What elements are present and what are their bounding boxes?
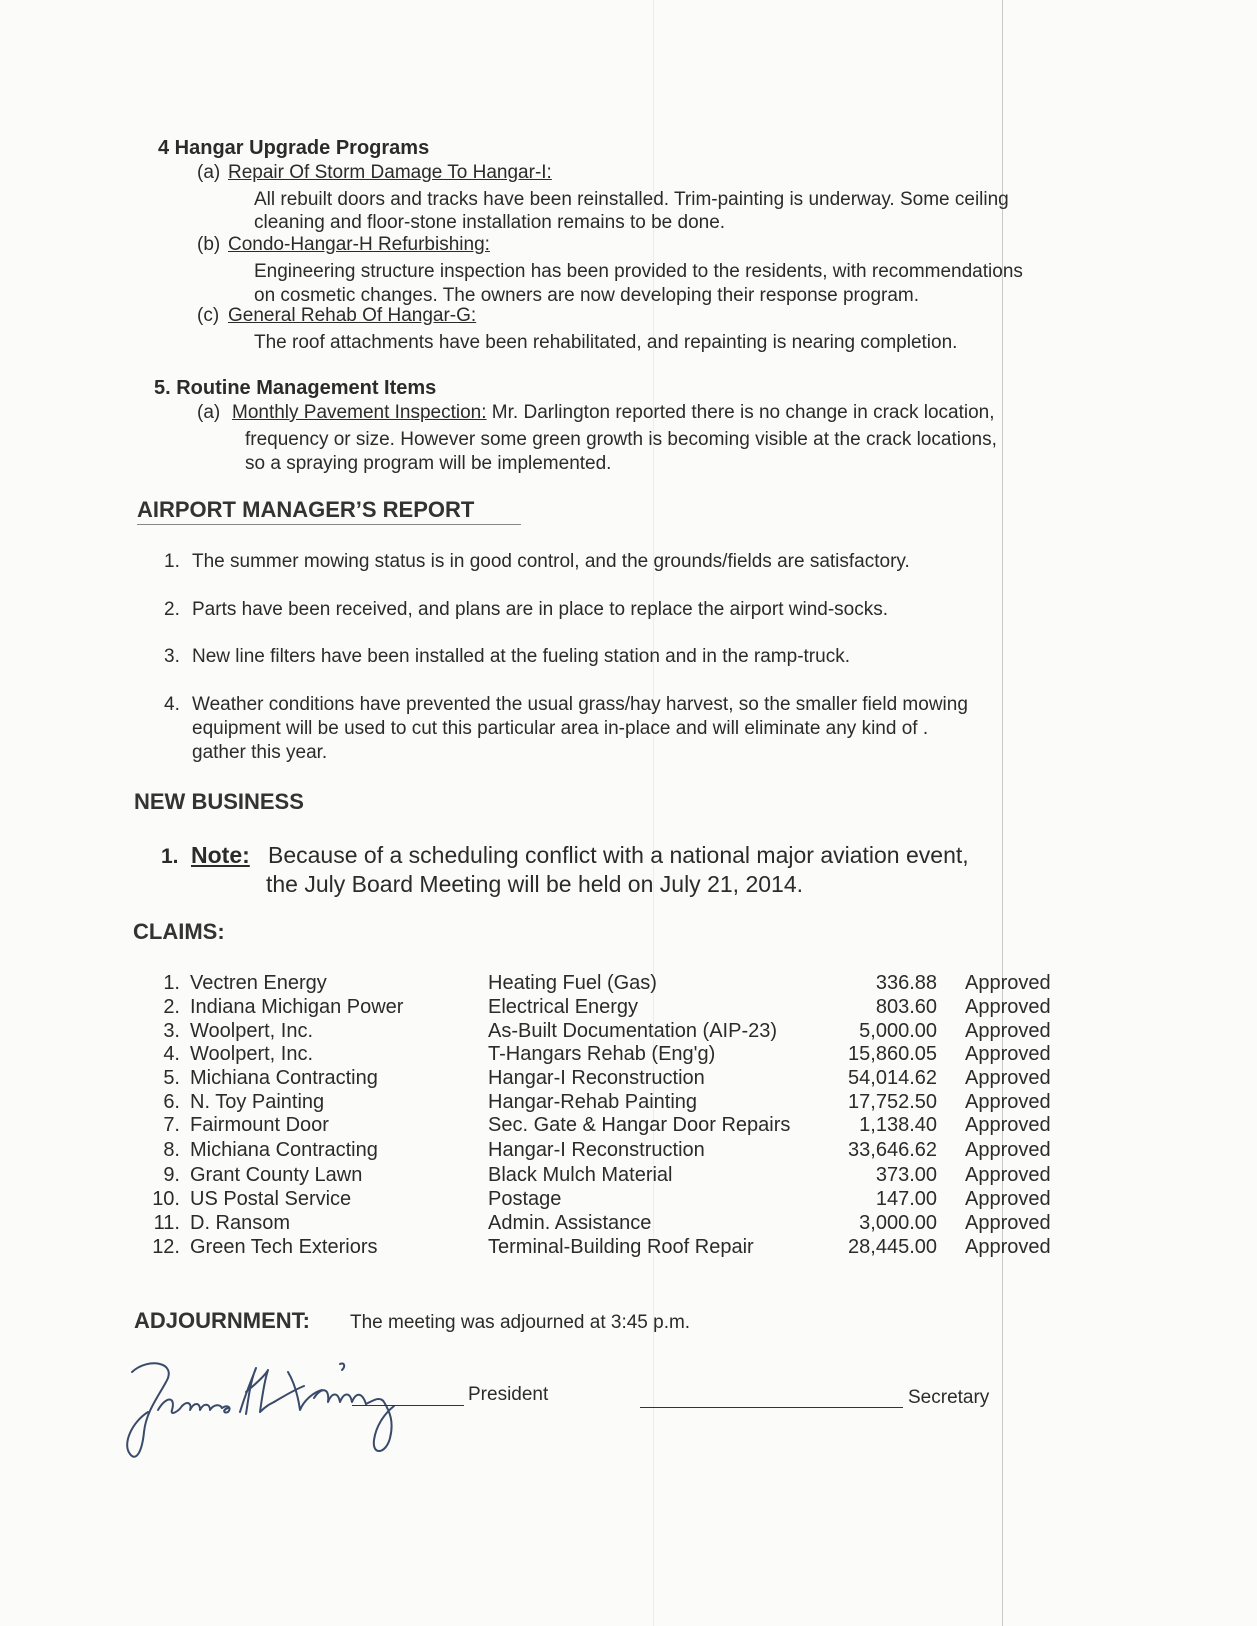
claim-status: Approved (965, 1188, 1051, 1210)
hangar-c-title: General Rehab Of Hangar-G: (228, 305, 477, 326)
claim-num: 6. (163, 1091, 180, 1113)
claim-amount: 5,000.00 (859, 1020, 937, 1042)
claim-amount: 373.00 (875, 1164, 937, 1186)
secretary-label: Secretary (908, 1387, 990, 1408)
claims-row (0, 1188, 1257, 1212)
claims-row (0, 996, 1257, 1020)
claim-status: Approved (965, 996, 1051, 1018)
hangar-a-line1: All rebuilt doors and tracks have been reinstalled. Trim-painting is underway. Some ceiling (254, 189, 1009, 210)
claim-num: 2. (163, 996, 180, 1018)
claim-vendor: US Postal Service (190, 1188, 352, 1210)
claim-amount: 15,860.05 (848, 1043, 937, 1065)
manager-item-2-text: Parts have been received, and plans are in place to replace the airport wind-socks. (192, 599, 889, 620)
claim-description: Sec. Gate & Hangar Door Repairs (488, 1114, 791, 1136)
routine-a-text (232, 402, 995, 424)
claim-amount: 803.60 (875, 996, 937, 1018)
routine-a-line3: so a spraying program will be implemented. (245, 453, 612, 474)
claim-status: Approved (965, 1043, 1051, 1065)
manager-item-3-text: New line filters have been installed at the fueling station and in the ramp-truck. (192, 646, 850, 667)
paper-fold-line (1002, 0, 1003, 1626)
claim-vendor: Grant County Lawn (190, 1164, 363, 1186)
claim-description: Hangar-I Reconstruction (488, 1139, 705, 1161)
claim-vendor: Indiana Michigan Power (190, 996, 404, 1018)
claim-description: As-Built Documentation (AIP-23) (488, 1020, 778, 1042)
hangar-a-label: (a) (197, 162, 221, 183)
claim-description: Hangar-Rehab Painting (488, 1091, 698, 1113)
manager-heading-rule (137, 524, 521, 525)
claim-vendor: Michiana Contracting (190, 1067, 378, 1089)
manager-item-4-line2: equipment will be used to cut this particular area in-place and will eliminate any kind of . (192, 718, 929, 739)
claims-row (0, 1164, 1257, 1188)
claim-description: T-Hangars Rehab (Eng'g) (488, 1043, 716, 1065)
claim-num: 11. (153, 1212, 180, 1234)
routine-a-line2: frequency or size. However some green growth is becoming visible at the crack locations, (245, 429, 997, 450)
claim-description: Terminal-Building Roof Repair (488, 1236, 754, 1258)
claim-amount: 336.88 (875, 972, 937, 994)
claim-num: 4. (163, 1043, 180, 1065)
claim-status: Approved (965, 1212, 1051, 1234)
claim-description: Black Mulch Material (488, 1164, 673, 1186)
adjournment-text: The meeting was adjourned at 3:45 p.m. (350, 1312, 691, 1333)
routine-a-line1: Mr. Darlington reported there is no change in crack location, (486, 402, 995, 423)
claims-row (0, 1236, 1257, 1260)
hangar-a-line2: cleaning and floor-stone installation remains to be done. (254, 212, 726, 233)
hangar-b-label: (b) (197, 234, 221, 255)
claim-status: Approved (965, 1139, 1051, 1161)
claims-row (0, 1114, 1257, 1138)
claim-status: Approved (965, 1236, 1051, 1258)
manager-item-1-text: The summer mowing status is in good control, and the grounds/fields are satisfactory. (192, 551, 910, 572)
claim-amount: 147.00 (875, 1188, 937, 1210)
claim-num: 5. (163, 1067, 180, 1089)
manager-item-2-num: 2. (164, 599, 180, 620)
claims-row (0, 1020, 1257, 1044)
routine-a-label: (a) (197, 402, 221, 423)
claim-status: Approved (965, 1020, 1051, 1042)
secretary-signature-line (640, 1407, 903, 1408)
manager-item-1-num: 1. (164, 551, 180, 572)
manager-heading: AIRPORT MANAGER’S REPORT (137, 497, 475, 522)
hangar-b-title: Condo-Hangar-H Refurbishing: (228, 234, 490, 255)
claim-amount: 1,138.40 (859, 1114, 937, 1136)
hangar-b-line2: on cosmetic changes. The owners are now developing their response program. (254, 285, 920, 306)
claims-row (0, 1043, 1257, 1067)
claim-vendor: Woolpert, Inc. (190, 1020, 314, 1042)
claims-row (0, 1091, 1257, 1115)
claim-num: 8. (163, 1139, 180, 1161)
claim-amount: 3,000.00 (859, 1212, 937, 1234)
claim-status: Approved (965, 972, 1051, 994)
claim-num: 12. (152, 1236, 180, 1258)
claim-num: 1. (163, 972, 180, 994)
claim-vendor: D. Ransom (190, 1212, 291, 1234)
manager-item-3-num: 3. (164, 646, 180, 667)
claim-num: 10. (152, 1188, 180, 1210)
president-label: President (468, 1384, 549, 1405)
claim-amount: 33,646.62 (848, 1139, 937, 1161)
claim-amount: 28,445.00 (848, 1236, 937, 1258)
hangar-b-line1: Engineering structure inspection has been provided to the residents, with recommendations (254, 261, 1023, 282)
claim-description: Electrical Energy (488, 996, 639, 1018)
claims-row (0, 1139, 1257, 1163)
new-business-heading: NEW BUSINESS (134, 789, 304, 814)
manager-item-4-num: 4. (164, 694, 180, 715)
manager-item-4-line1: Weather conditions have prevented the usual grass/hay harvest, so the smaller field mowing (192, 694, 968, 715)
claim-vendor: Woolpert, Inc. (190, 1043, 314, 1065)
new-business-num: 1. (161, 845, 179, 868)
claim-status: Approved (965, 1067, 1051, 1089)
claim-vendor: N. Toy Painting (190, 1091, 325, 1113)
claim-amount: 17,752.50 (848, 1091, 937, 1113)
note-line1: Because of a scheduling conflict with a national major aviation event, (268, 842, 969, 868)
hangar-a-title: Repair Of Storm Damage To Hangar-I: (228, 162, 552, 183)
hangar-heading: 4 Hangar Upgrade Programs (158, 137, 430, 159)
claims-row (0, 1212, 1257, 1236)
hangar-c-line1: The roof attachments have been rehabilitated, and repainting is nearing completion. (254, 332, 958, 353)
claims-row (0, 972, 1257, 996)
routine-heading: 5. Routine Management Items (154, 377, 437, 399)
president-signature-line (352, 1405, 464, 1406)
claim-status: Approved (965, 1091, 1051, 1113)
claim-vendor: Green Tech Exteriors (190, 1236, 378, 1258)
adjournment-label: ADJOURNMENT: (134, 1308, 310, 1333)
claim-vendor: Fairmount Door (190, 1114, 329, 1136)
routine-a-title: Monthly Pavement Inspection: (232, 402, 487, 423)
manager-item-4-line3: gather this year. (192, 742, 328, 763)
claim-vendor: Vectren Energy (190, 972, 327, 994)
claim-num: 3. (163, 1020, 180, 1042)
claims-heading: CLAIMS: (133, 919, 225, 944)
claim-description: Postage (488, 1188, 562, 1210)
claim-description: Hangar-I Reconstruction (488, 1067, 705, 1089)
claim-status: Approved (965, 1114, 1051, 1136)
claim-amount: 54,014.62 (848, 1067, 937, 1089)
claims-row (0, 1067, 1257, 1091)
note-line2: the July Board Meeting will be held on July 21, 2014. (266, 871, 803, 897)
claim-num: 7. (163, 1114, 180, 1136)
note-label: Note: (191, 842, 250, 868)
claim-status: Approved (965, 1164, 1051, 1186)
claim-description: Admin. Assistance (488, 1212, 652, 1234)
claim-vendor: Michiana Contracting (190, 1139, 378, 1161)
claim-num: 9. (163, 1164, 180, 1186)
paper-crease (653, 0, 654, 1626)
claim-description: Heating Fuel (Gas) (488, 972, 657, 994)
hangar-c-label: (c) (197, 305, 220, 326)
president-signature (118, 1352, 470, 1476)
